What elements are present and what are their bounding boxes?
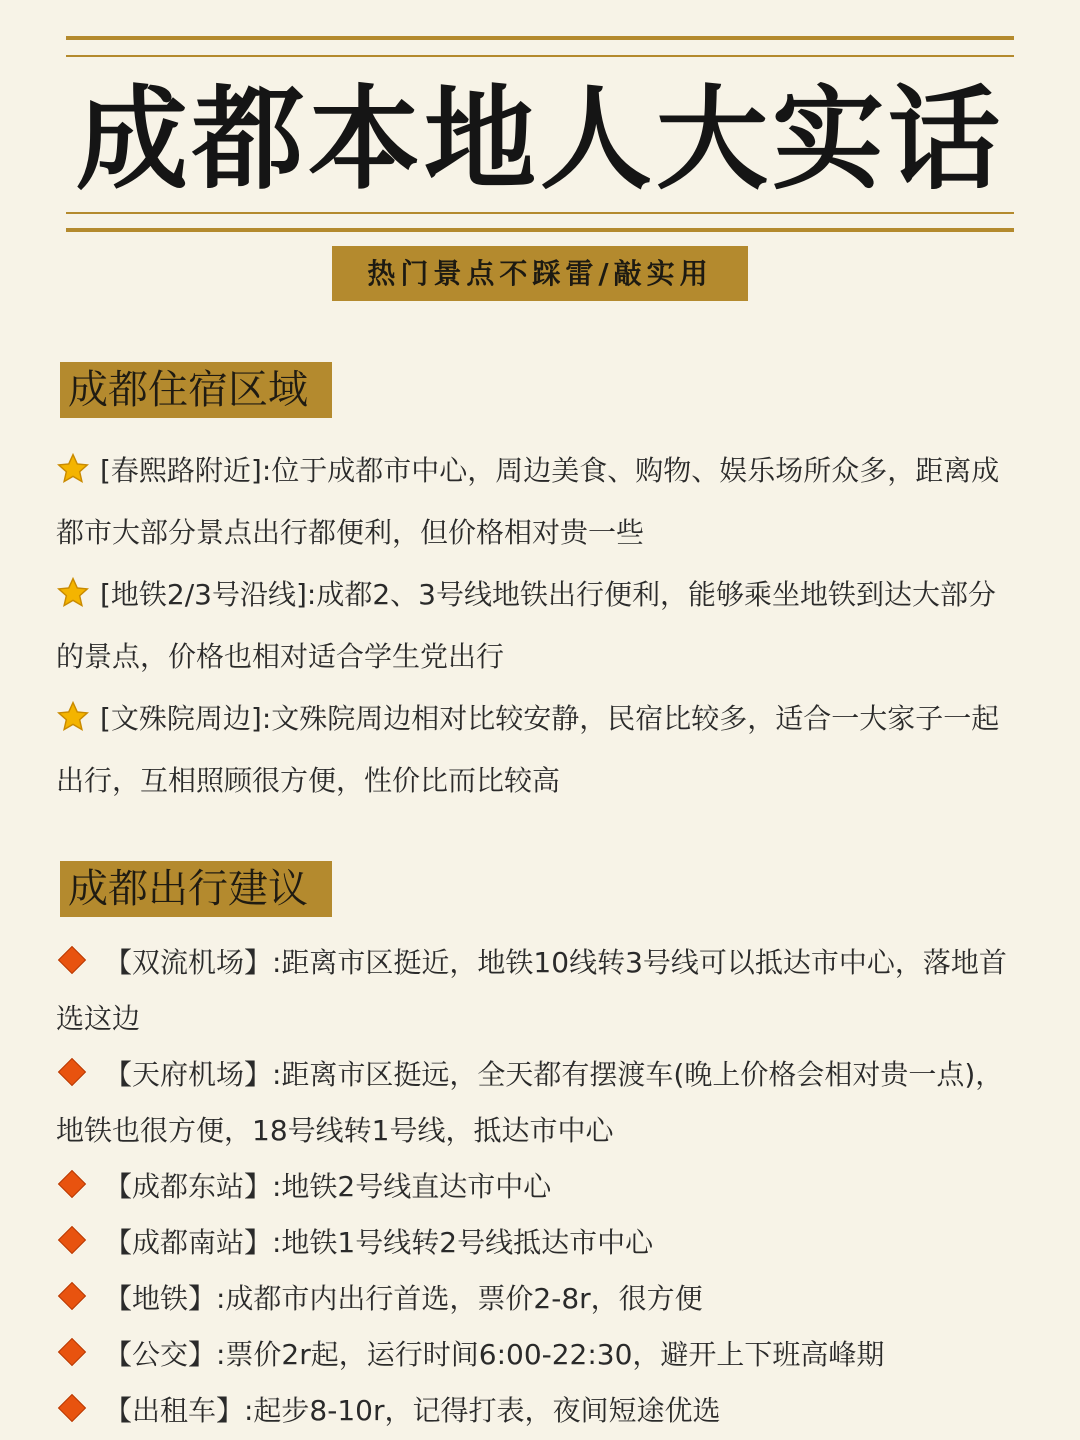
transport-item-text: 【双流机场】:距离市区挺近，地铁10线转3号线可以抵达市中心，落地首选这边	[56, 946, 1007, 1035]
transport-item	[56, 1047, 1022, 1159]
transport-item	[56, 1327, 1022, 1383]
diamond-icon	[58, 1282, 86, 1310]
subtitle-banner: 热门景点不踩雷/敲实用	[332, 246, 748, 301]
top-rule-thick	[66, 36, 1014, 40]
top-rule-thin	[66, 55, 1014, 57]
lodging-item-text: [地铁2/3号沿线]:成都2、3号线地铁出行便利，能够乘坐地铁到达大部分的景点，价格也相对适合学生党出行	[56, 578, 996, 673]
transport-item-text: 【天府机场】:距离市区挺远，全天都有摆渡车(晚上价格会相对贵一点)，地铁也很方便，18号线转1号线，抵达市中心	[56, 1058, 1004, 1147]
transport-item-text: 【成都南站】:地铁1号线转2号线抵达市中心	[104, 1226, 654, 1259]
transport-item	[56, 935, 1022, 1047]
transport-item	[56, 1383, 1022, 1439]
diamond-icon	[58, 946, 86, 974]
star-icon	[56, 576, 90, 610]
lodging-item-text: [春熙路附近]:位于成都市中心，周边美食、购物、娱乐场所众多，距离成都市大部分景点出行都便利，但价格相对贵一些	[56, 454, 1000, 549]
page-title: 成都本地人大实话	[76, 75, 1004, 205]
lodging-item	[56, 440, 1022, 564]
transport-item-text: 【地铁】:成都市内出行首选，票价2-8r，很方便	[104, 1282, 703, 1315]
diamond-icon	[58, 1058, 86, 1086]
diamond-icon	[58, 1338, 86, 1366]
transport-item-text: 【成都东站】:地铁2号线直达市中心	[104, 1170, 552, 1203]
diamond-icon	[58, 1170, 86, 1198]
star-icon	[56, 700, 90, 734]
transport-item	[56, 1215, 1022, 1271]
lodging-item-text: [文殊院周边]:文殊院周边相对比较安静，民宿比较多，适合一大家子一起出行，互相照顾很方便，性价比而比较高	[56, 702, 1000, 797]
transport-item-text: 【公交】:票价2r起，运行时间6:00-22:30，避开上下班高峰期	[104, 1338, 885, 1371]
transport-item-text: 【出租车】:起步8-10r，记得打表，夜间短途优选	[104, 1394, 721, 1427]
lodging-item	[56, 564, 1022, 688]
diamond-icon	[58, 1226, 86, 1254]
bottom-rule-thin	[66, 212, 1014, 214]
transport-item	[56, 1159, 1022, 1215]
section-heading-transport: 成都出行建议	[60, 861, 332, 917]
diamond-icon	[58, 1394, 86, 1422]
lodging-item	[56, 688, 1022, 812]
section-heading-lodging: 成都住宿区域	[60, 362, 332, 418]
transport-item	[56, 1271, 1022, 1327]
star-icon	[56, 452, 90, 486]
bottom-rule-thick	[66, 228, 1014, 232]
